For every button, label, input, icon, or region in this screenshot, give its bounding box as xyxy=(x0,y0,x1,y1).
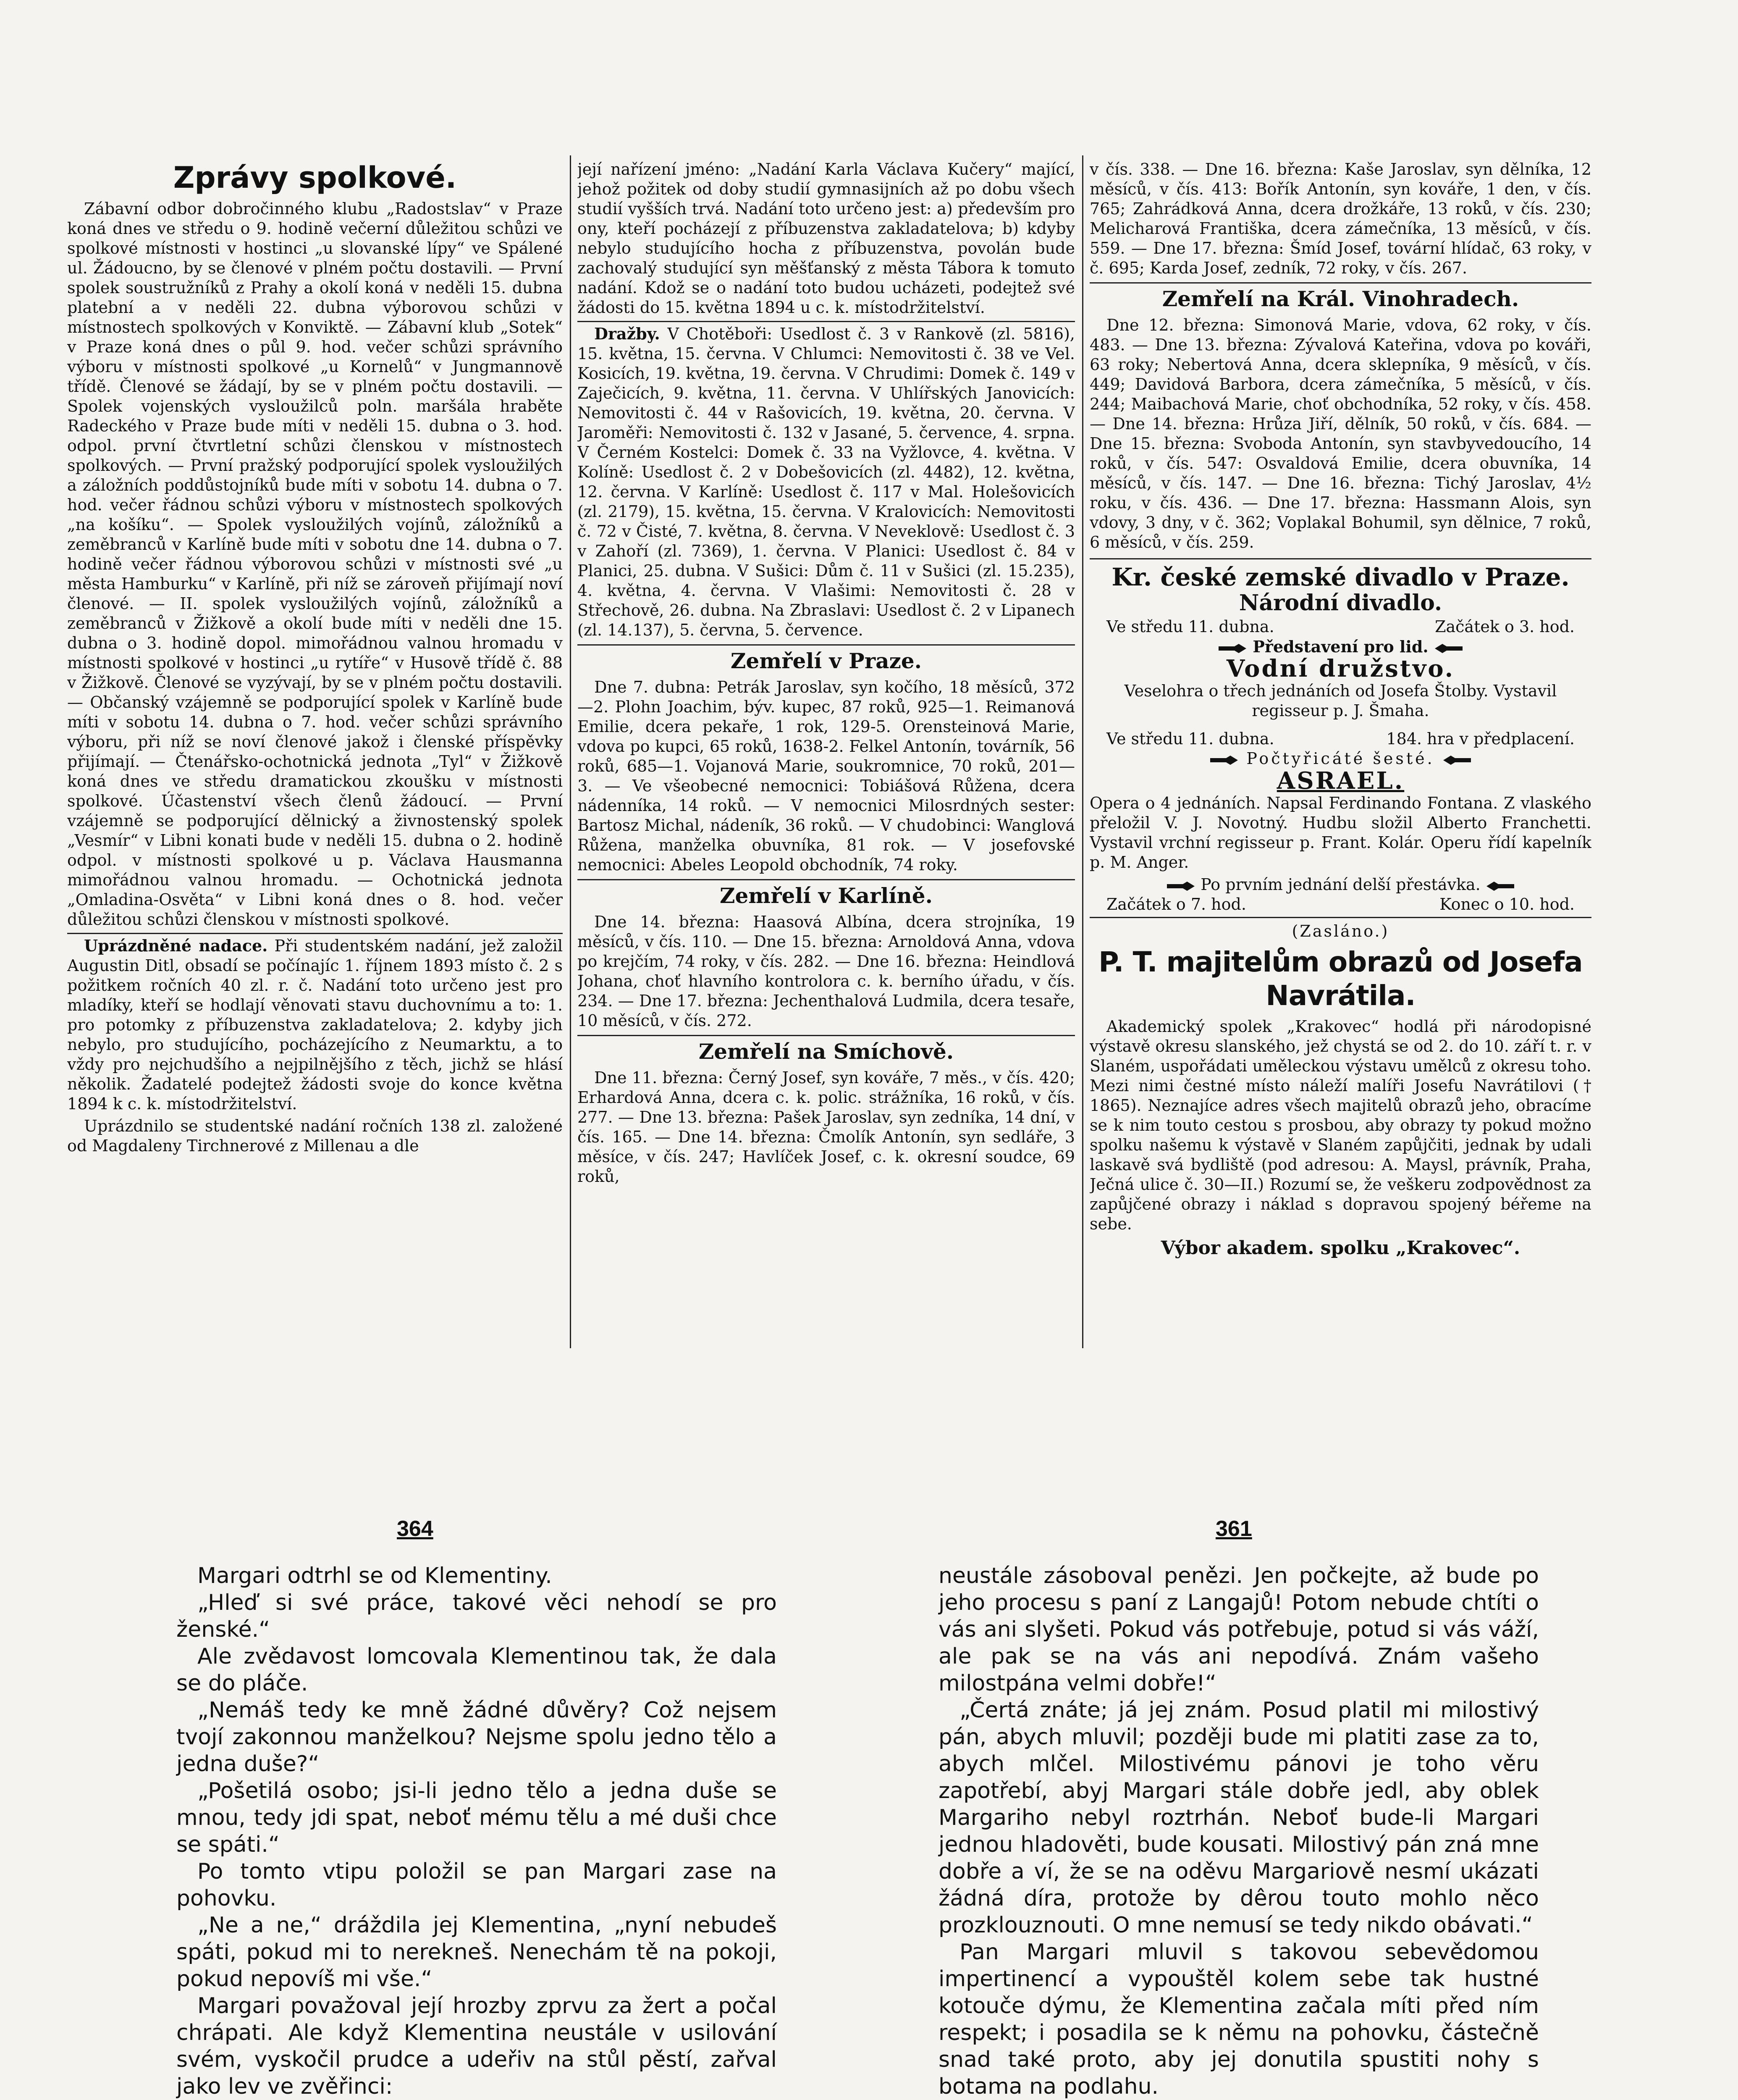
pointing-hand-icon xyxy=(1434,643,1463,654)
book-paragraph: Po tomto vtipu položil se pan Margari zase na pohovku. xyxy=(176,1859,777,1911)
book-paragraph: Pan Margari mluvil s takovou sebevědomou impertinencí a vypouštěl kolem sebe tak hustné kotouče dýmu, že Klementina začala míti před ním respekt; i posadila se k němu na pohovku, částečně snad také proto, aby jej donutila spustiti nohy s botama na podlahu. xyxy=(938,1940,1539,2099)
performance-label-line xyxy=(1090,637,1591,656)
book-paragraph: Ale zvědavost lomcovala Klementinou tak, že dala se do pláče. xyxy=(176,1644,777,1696)
performance-2-subscription: 184. hra v předplacení. xyxy=(1386,730,1575,748)
quarter-label: Počtyřicáté šesté. xyxy=(1246,749,1435,768)
deaths-smichov-text: Dne 11. března: Černý Josef, syn kováře, 7 měs., v čís. 420; Erhardová Anna, dcera c. k. polic. strážníka, 16 roků, v čís. 277. — Dne 13. března: Pašek Jaroslav, syn zedníka, 14 dní, v čís. 165. — Dne 14. března: Čmolík Antonín, syn sedláře, 3 měsíce, v čís. 247; Havlíček Josef, c. k. okresní soudce, 69 roků, xyxy=(577,1068,1075,1186)
performance-2-date: Ve středu 11. dubna. xyxy=(1106,730,1274,748)
society-news-title: Zprávy spolkové. xyxy=(173,160,457,195)
quarter-line xyxy=(1090,749,1591,769)
book-paragraph: „Ne a ne,“ dráždila jej Klementina, „nyní nebudeš spáti, pokud mi to nerekneš. Nenechám tě na pokoji, pokud nepovíš mi vše.“ xyxy=(176,1913,777,1992)
book-paragraph: „Čertá znáte; já jej znám. Posud platil mi milostivý pán, abych mluvil; později bude mi platiti zase za to, abych mlčel. Milostivému pánovi je toho věru zapotřebí, abyj Margari stále dobře jedl, aby oblek Margariho nebyl roztrhán. Neboť bude-li Margari jednou hladověti, bude kousati. Milostivý pán zná mne dobře a ví, že se na oděvu Margariově nesmí ukázati žádná díra, protože by dêrou touto mohlo něco prozklouznouti. O mne nemusí se tedy nikdo obávati.“ xyxy=(938,1698,1539,1938)
left-page-number: 364 xyxy=(397,1517,433,1541)
nadace-continued: její nařízení jméno: „Nadání Karla Václava Kučery“ mající, jehož požitek od doby studií gymnasijních až po dobu všech studií vyšších trvá. Nadání toto určeno jest: a) především pro ony, kteří pocházejí z příbuzenstva zakladatelova; b) kdyby nebylo studujícího hocha z příbuzenstva, povolán bude zachovalý studující syn měšťanský z města Tábora k tomuto nadání. Kdož se o nadání toto budou ucházeti, podejtež své žádosti do 15. května 1894 u c. k. místodržitelství. xyxy=(577,160,1075,317)
book-paragraph: neustále zásoboval penězi. Jen počkejte, až bude po jeho procesu s paní z Langajů! Potom nebude chtíti o vás ani slyšeti. Pokud vás potřebuje, potud si vás váží, ale pak se na vás ani nepodívá. Znám vašeho milostpána velmi dobře!“ xyxy=(938,1563,1539,1696)
performance-2-end: Konec o 10. hod. xyxy=(1439,895,1575,914)
performance-label: Představení pro lid. xyxy=(1253,637,1429,656)
pointing-hand-icon xyxy=(1166,881,1195,892)
book-paragraph: „Pošetilá osobo; jsi-li jedno tělo a jedna duše se mnou, tedy jdi spat, neboť mému tělu a mé duši chce se spáti.“ xyxy=(176,1778,777,1857)
deaths-karlin-text: Dne 14. března: Haasová Albína, dcera strojníka, 19 měsíců, v čís. 110. — Dne 15. března: Arnoldová Anna, vdova po krejčím, 74 roky, v čís. 282. — Dne 16. března: Heindlová Johana, choť hlavního kontrolora c. k. berního úřadu, v čís. 234. — Dne 17. března: Jechenthalová Ludmila, dcera tesaře, 10 měsíců, v čís. 272. xyxy=(577,913,1075,1030)
drazby-heading: Dražby. xyxy=(594,324,660,343)
column-3 xyxy=(1090,160,1591,1344)
society-news-text: Zábavní odbor dobročinného klubu „Radostslav“ v Praze koná dnes ve středu o 9. hodině večerní důležitou schůzi ve spolkové místnosti v hostinci „u slovanské lípy“ ve Spálené ul. Žádoucno, by se členové v plném počtu dostavili. — První spolek soustružníků z Prahy a okolí koná v neděli 15. dubna platební a v neděli 22. dubna výborovou schůzi v místnostech spolkových v Konviktě. — Zábavní klub „Sotek“ v Praze koná dnes o půl 9. hod. večer schůzi správního výboru v místnosti spolkové „u Kornelů“ v Jungmannově třídě. Členové se žádají, by se v plném počtu dostavili. — Spolek vojenských vysloužilců poln. maršála hraběte Radeckého v Praze bude míti v neděli 15. dubna o 3. hod. odpol. první čtvrtletní schůzi členskou v místnostech spolkových. — První pražský podporující spolek vysloužilých a záložních poddůstojníků bude míti v sobotu 14. dubna o 7. hod. večer řádnou schůzi výboru v místnostech spolkových „na košíku“. — Spolek vysloužilých vojínů, záložníků a zeměbranců v Karlíně bude míti v sobotu dne 14. dubna o 7. hodině večer řádnou výborovou schůzi v místnosti své „u města Hamburku“ v Karlíně, při níž se zároveň přijímají noví členové. — II. spolek vysloužilých vojínů, záložníků a zeměbranců v Žižkově a okolí bude míti v neděli dne 15. dubna o 3. hodině dopol. mimořádnou valnou hromadu v místnosti spolkové v hostinci „u rytíře“ v Husově třídě č. 88 v Žižkově. Členové se vyzývají, by se v plném počtu dostavili. — Občanský vzájemně se podporující spolek v Karlíně bude míti v sobotu 14. dubna o 7. hod. večer schůzi správního výboru, při níž se noví členové jakož i členské příspěvky přijímají. — Čtenářsko-ochotnická jednota „Tyl“ v Žižkově koná dnes ve středu dramatickou zkoušku v místnosti spolkové. Účastenství všech členů žádoucí. — První vzájemně se podporující dělnický a živnostenský spolek „Vesmír“ v Libni konati bude v neděli 15. dubna o 2. hodině odpol. v místnosti spolkové u p. Václava Hausmanna mimořádnou valnou hromadu. — Ochotnická jednota „Omladina-Osvěta“ v Libni koná dnes o 8. hod. večer důležitou schůzi členskou v místnosti spolkové. xyxy=(67,200,563,929)
section-divider xyxy=(67,933,563,934)
pause-line xyxy=(1090,875,1591,895)
book-paragraph: Margari považoval její hrozby zprvu za žert a počal chrápati. Ale když Klementina neustále v usilování svém, vyskočil prudce a udeřiv na stůl pěstí, zařval jako lev ve zvěřinci: xyxy=(176,1993,777,2099)
play-1-title: Vodní družstvo. xyxy=(1226,655,1455,682)
book-paragraph: Margari odtrhl se od Klementiny. xyxy=(197,1563,552,1588)
zaslano-label: (Zasláno.) xyxy=(1292,922,1389,940)
deaths-karlin-heading: Zemřelí v Karlíně. xyxy=(577,879,1075,909)
nadace-heading: Uprázdněné nadace. xyxy=(84,936,268,955)
notice-text: Akademický spolek „Krakovec“ hodlá při národopisné výstavě okresu slanského, jež chystá se od 2. do 10. září t. r. v Slaném, uspořádati uměleckou výstavu umělců z okresu toho. Mezi nimi čestné místo náleží malíři Josefu Navrátilovi († 1865). Neznajíce adres všech majitelů obrazů jeho, obracíme se k nim touto cestou s prosbou, aby obrazy ty pokud možno spolku našemu k výstavě v Slaném zapůjčiti, jednak by udali laskavě svá bydliště (pod adresou: A. Maysl, právník, Praha, Ječná ulice č. 30—II.) Rozumí se, že veškeru zodpovědnost za zapůjčené obrazy i náklad s dopravou spojený béřeme na sebe. xyxy=(1090,1017,1591,1233)
left-book-page xyxy=(176,1562,777,2100)
notice-signature: Výbor akadem. spolku „Krakovec“. xyxy=(1161,1237,1520,1259)
pause-note: Po prvním jednání delší přestávka. xyxy=(1201,875,1481,894)
drazby-paragraph xyxy=(577,324,1075,640)
performance-1-line xyxy=(1090,617,1591,637)
pointing-hand-icon xyxy=(1209,755,1239,766)
play-1-description: Veselohra o třech jednáních od Josefa Štolby. Vystavil regisseur p. J. Šmaha. xyxy=(1124,682,1557,720)
nadace-paragraph xyxy=(67,936,563,1114)
performance-2-line xyxy=(1090,729,1591,749)
book-paragraph: „Hleď si své práce, takové věci nehodí se pro ženské.“ xyxy=(176,1590,777,1642)
performance-1-start: Začátek o 3. hod. xyxy=(1435,617,1575,636)
notice-title: P. T. majitelům obrazů od Josefa Navrátila. xyxy=(1098,946,1583,1012)
section-divider xyxy=(577,321,1075,322)
right-page-number: 361 xyxy=(1216,1517,1252,1541)
theater-subtitle: Národní divadlo. xyxy=(1239,590,1442,616)
right-book-page xyxy=(938,1562,1539,2100)
deaths-vinohrady-text: Dne 12. března: Simonová Marie, vdova, 62 roky, v čís. 483. — Dne 13. března: Zývalová Kateřina, vdova po kováři, 63 roky; Nebertová Anna, dcera sklepníka, 9 měsíců, v čís. 449; Davidová Barbora, dcera zámečníka, 5 měsíců, v čís. 244; Maibachová Marie, choť obchodníka, 52 roky, v čís. 458. — Dne 14. března: Hrůza Jiří, dělník, 50 roků, v čís. 684. — Dne 15. března: Svoboda Antonín, syn stavbyvedoucího, 14 roků, v čís. 547: Osvaldová Emilie, dcera obuvníka, 14 měsíců, v čís. 147. — Dne 16. března: Tichý Jaroslav, 4½ roku, v čís. 436. — Dne 17. března: Hassmann Alois, syn vdovy, 3 dny, v č. 362; Voplakal Bohumil, syn dělnice, 7 roků, 6 měsíců, v čís. 259. xyxy=(1090,316,1591,551)
theater-title: Kr. české zemské divadlo v Praze. xyxy=(1090,558,1591,591)
pointing-hand-icon xyxy=(1442,755,1472,766)
drazby-text: V Chotěboři: Usedlost č. 3 v Rankově (zl. 5816), 15. května, 15. června. V Chlumci: Nemovitosti č. 38 ve Vel. Kosicích, 19. května, 19. června. V Chrudimi: Domek č. 149 v Zaječicích, 9. května, 11. června. V Uhlířských Janovicích: Nemovitosti č. 44 v Rašovicích, 19. května, 20. června. V Jaroměři: Nemovitosti č. 132 v Jasané, 5. července, 4. srpna. V Černém Kostelci: Domek č. 33 na Vyžlovce, 4. května. V Kolíně: Usedlost č. 2 v Dobešovicích (zl. 4482), 12. května, 12. června. V Karlíně: Usedlost č. 117 v Mal. Holešovicích (zl. 2179), 15. května, 15. června. V Kralovicích: Nemovitosti č. 72 v Čisté, 7. května, 8. června. V Neveklově: Usedlost č. 3 v Zahoří (zl. 7369), 1. června. V Planici: Usedlost č. 84 v Planici, 25. dubna. V Sušici: Dům č. 11 v Sušici (zl. 15.235), 4. května, 4. června. V Vlašimi: Nemovitosti č. 28 v Střechově, 26. dubna. Na Zbraslavi: Usedlost č. 2 v Lipanech (zl. 14.137), 5. června, 5. července. xyxy=(577,325,1075,639)
pointing-hand-icon xyxy=(1218,643,1247,654)
deaths-vinohrady-heading: Zemřelí na Král. Vinohradech. xyxy=(1090,282,1591,312)
deaths-smichov-heading: Zemřelí na Smíchově. xyxy=(577,1035,1075,1065)
column-rule xyxy=(1082,155,1083,1348)
deaths-prague-text: Dne 7. dubna: Petrák Jaroslav, syn kočího, 18 měsíců, 372—2. Plohn Joachim, býv. kupec, 87 roků, 925—1. Reimanová Emilie, dcera pekaře, 1 rok, 129-5. Orensteinová Marie, vdova po kupci, 65 roků, 1638-2. Felkel Antonín, továrník, 56 roků, 685—1. Vojanová Marie, soukromnice, 70 roků, 201—3. — Ve všeobecné nemocnici: Tobiášová Růžena, dcera nádenníka, 14 roků. — V nemocnici Milosrdných sester: Bartosz Michal, nádeník, 36 roků. — V chudobinci: Wanglová Růžena, manželka obuvníka, 81 rok. — V josefovské nemocnici: Abeles Leopold obchodník, 74 roky. xyxy=(577,678,1075,874)
column-2 xyxy=(577,160,1075,1344)
nadace-text: Při studentském nadání, jež založil Augustin Ditl, obsadí se počínajíc 1. říjnem 1893 místo č. 2 s požitkem ročních 40 zl. r. č. Nadání toto určeno jest pro mladíky, kteří se hodlají věnovati stavu duchovnímu a to: 1. pro potomky z příbuzenstva zakladatelova; 2. kdyby jich nebylo, pro studujícího, pocházejícího z Neumarktu, a to vždy pro nejchudšího a nejpilnějšího z těch, jichž se hlásí několik. Žadatelé podejtež žádosti svoje do konce května 1894 k c. k. místodržitelství. xyxy=(67,937,563,1113)
performance-2-times xyxy=(1090,895,1591,918)
performance-2-start: Začátek o 7. hod. xyxy=(1106,895,1246,914)
nadace-text-2: Uprázdnilo se studentské nadání ročních 138 zl. založené od Magdaleny Tirchnerové z Millenau a dle xyxy=(67,1117,563,1155)
deaths-continued: v čís. 338. — Dne 16. března: Kaše Jaroslav, syn dělníka, 12 měsíců, v čís. 413: Bořík Antonín, syn kováře, 1 den, v čís. 765; Zahrádková Anna, dcera drožkáře, 13 roků, v čís. 230; Melicharová Františka, dcera zámečníka, 13 měsíců, v čís. 559. — Dne 17. března: Šmíd Josef, tovární hlídač, 63 roky, v č. 695; Karda Josef, zedník, 72 roky, v čís. 267. xyxy=(1090,160,1591,277)
play-2-title: ASRAEL. xyxy=(1277,767,1405,795)
deaths-prague-heading: Zemřelí v Praze. xyxy=(577,644,1075,674)
book-paragraph: „Nemáš tedy ke mně žádné důvěry? Což nejsem tvojí zakonnou manželkou? Nejsme spolu jedno tělo a jedna duše?“ xyxy=(176,1698,777,1777)
performance-1-date: Ve středu 11. dubna. xyxy=(1106,617,1274,636)
column-rule xyxy=(570,155,571,1348)
pointing-hand-icon xyxy=(1486,881,1515,892)
column-1 xyxy=(67,160,563,1344)
play-2-description: Opera o 4 jednáních. Napsal Ferdinando Fontana. Z vlaského přeložil V. J. Novotný. Hudbu složil Alberto Franchetti. Vystavil vrchní regisseur p. Frant. Kolár. Operu řídí kapelník p. M. Anger. xyxy=(1090,794,1591,872)
